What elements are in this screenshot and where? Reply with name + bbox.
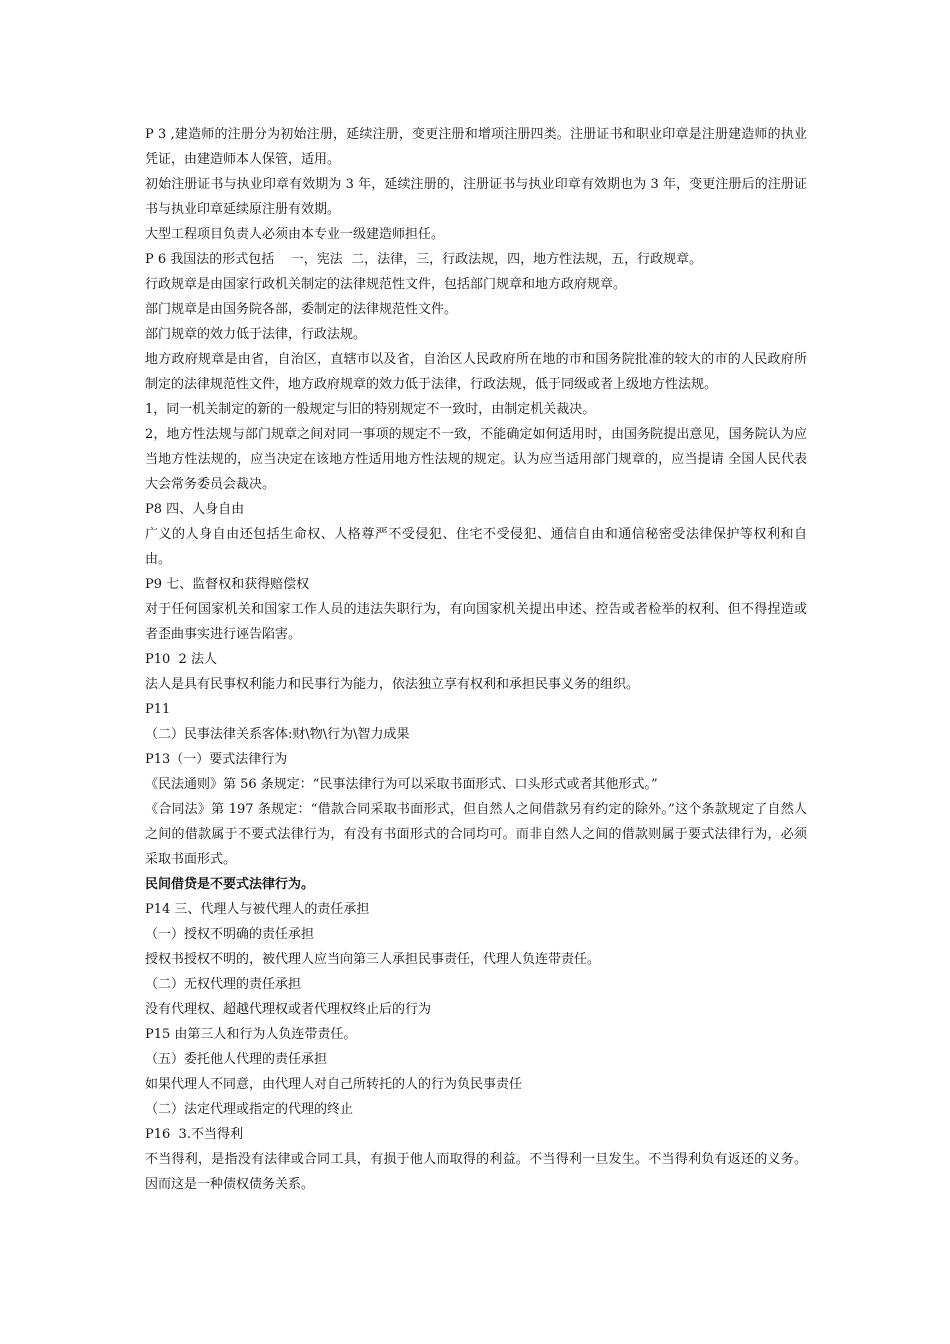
paragraph: 对于任何国家机关和国家工作人员的违法失职行为，有向国家机关提出申述、控告或者检举的权利、但不得捏造或者歪曲事实进行诬告陷害。 — [145, 602, 807, 642]
subsection-heading: （二）法定代理或指定的代理的终止 — [145, 1102, 354, 1117]
paragraph: 部门规章的效力低于法律，行政法规。 — [145, 327, 367, 342]
paragraph: 如果代理人不同意，由代理人对自己所转托的人的行为负民事责任 — [145, 1077, 523, 1092]
document-body — [145, 122, 807, 1197]
section-heading: P9 七、监督权和获得赔偿权 — [145, 577, 310, 592]
subsection-heading: （五）委托他人代理的责任承担 — [145, 1052, 328, 1067]
paragraph: 《合同法》第 197 条规定：“借款合同采取书面形式，但自然人之间借款另有约定的除外。”这个条款规定了自然人之间的借款属于不要式法律行为，有没有书面形式的合同均可。而非自然人之间的借款则属于要式法律行为，必须采取书面形式。 — [145, 802, 807, 867]
section-heading: P14 三、代理人与被代理人的责任承担 — [145, 902, 370, 917]
subsection-heading: （一）授权不明确的责任承担 — [145, 927, 315, 942]
paragraph: 不当得利，是指没有法律或合同工具，有损于他人而取得的利益。不当得利一旦发生。不当得利负有返还的义务。因而这是一种债权债务关系。 — [145, 1152, 807, 1192]
paragraph: P15 由第三人和行为人负连带责任。 — [145, 1027, 357, 1042]
paragraph: 地方政府规章是由省，自治区，直辖市以及省，自治区人民政府所在地的市和国务院批准的较大的市的人民政府所制定的法律规范性文件，地方政府规章的效力低于法律，行政法规，低于同级或者上级地方性法规。 — [145, 352, 807, 392]
paragraph: 授权书授权不明的，被代理人应当向第三人承担民事责任，代理人负连带责任。 — [145, 952, 601, 967]
section-heading: P16 3.不当得利 — [145, 1127, 243, 1142]
paragraph: 部门规章是由国务院各部，委制定的法律规范性文件。 — [145, 302, 458, 317]
section-heading: P8 四、人身自由 — [145, 502, 245, 517]
paragraph: 行政规章是由国家行政机关制定的法律规范性文件，包括部门规章和地方政府规章。 — [145, 277, 627, 292]
paragraph: 没有代理权、超越代理权或者代理权终止后的行为 — [145, 1002, 432, 1017]
bold-note: 民间借贷是不要式法律行为。 — [145, 877, 315, 892]
paragraph: 1，同一机关制定的新的一般规定与旧的特别规定不一致时，由制定机关裁决。 — [145, 402, 596, 417]
paragraph: P 3 ,建造师的注册分为初始注册，延续注册，变更注册和增项注册四类。注册证书和职业印章是注册建造师的执业凭证，由建造师本人保管，适用。 — [145, 127, 807, 167]
section-heading: P10 2 法人 — [145, 652, 217, 667]
paragraph: 法人是具有民事权利能力和民事行为能力，依法独立享有权利和承担民事义务的组织。 — [145, 677, 640, 692]
paragraph: 广义的人身自由还包括生命权、人格尊严不受侵犯、住宅不受侵犯、通信自由和通信秘密受法律保护等权利和自由。 — [145, 527, 807, 567]
paragraph: 大型工程项目负责人必须由本专业一级建造师担任。 — [145, 227, 445, 242]
section-heading: P13（一）要式法律行为 — [145, 752, 288, 767]
paragraph: 2，地方性法规与部门规章之间对同一事项的规定不一致，不能确定如何适用时，由国务院提出意见，国务院认为应当地方性法规的，应当决定在该地方性适用地方性法规的规定。认为应当适用部门规章的，应当提请 全国人民代表大会常务委员会裁决。 — [145, 427, 807, 492]
paragraph: 《民法通则》第 56 条规定：“民事法律行为可以采取书面形式、口头形式或者其他形式。” — [145, 777, 658, 792]
paragraph: P 6 我国法的形式包括 一，宪法 二，法律，三，行政法规，四，地方性法规，五，行政规章。 — [145, 252, 703, 267]
paragraph: （二）民事法律关系客体:财\物\行为\智力成果 — [145, 727, 410, 742]
paragraph: 初始注册证书与执业印章有效期为 3 年，延续注册的，注册证书与执业印章有效期也为 3 年，变更注册后的注册证书与执业印章延续原注册有效期。 — [145, 177, 807, 217]
page-reference: P11 — [145, 702, 171, 717]
subsection-heading: （二）无权代理的责任承担 — [145, 977, 302, 992]
